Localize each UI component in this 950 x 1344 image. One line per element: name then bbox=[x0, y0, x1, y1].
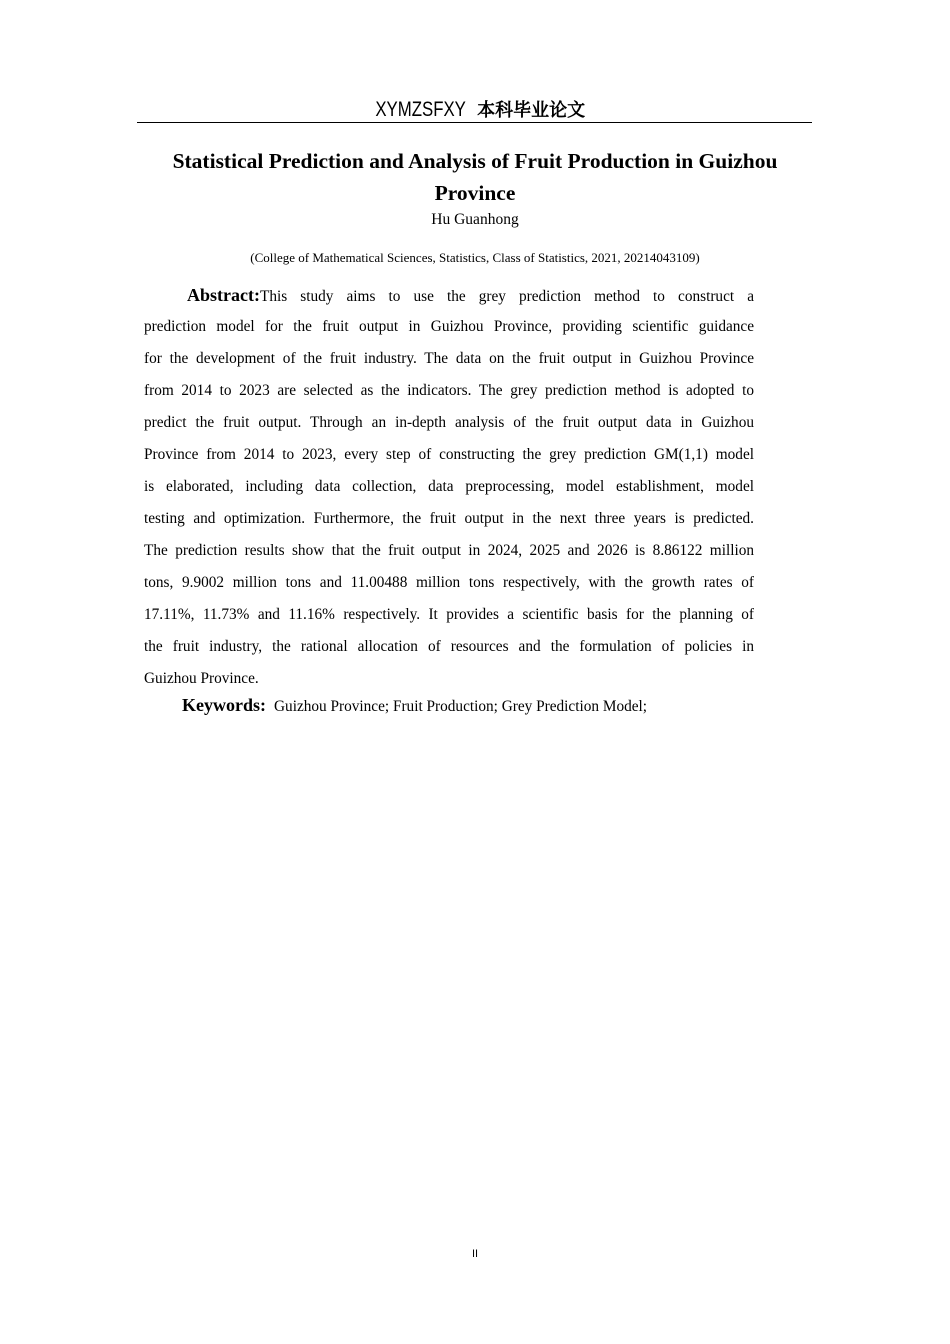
title-line: Province bbox=[434, 181, 516, 205]
affiliation: (College of Mathematical Sciences, Statistics, Class of Statistics, 2021, 20214043109) bbox=[250, 250, 700, 265]
abstract bbox=[144, 281, 754, 697]
header-rule bbox=[137, 122, 812, 123]
header-latin: XYMZSFXY bbox=[375, 98, 466, 121]
abstract-line: predict the fruit output. Through an in-depth analysis of the fruit output data in Guizhou bbox=[144, 414, 754, 431]
keywords-text: Guizhou Province; Fruit Production; Grey Prediction Model; bbox=[274, 698, 648, 715]
header-chinese: 本科毕业论文 bbox=[477, 100, 586, 121]
title-line: Statistical Prediction and Analysis of Fruit Production in Guizhou bbox=[172, 149, 778, 173]
abstract-line: from 2014 to 2023 are selected as the indicators. The grey prediction method is adopted to bbox=[144, 382, 754, 399]
abstract-line: tons, 9.9002 million tons and 11.00488 million tons respectively, with the growth rates of bbox=[144, 574, 754, 591]
page-number: II bbox=[471, 1248, 479, 1260]
keywords-label: Keywords: bbox=[182, 695, 266, 715]
abstract-line: prediction model for the fruit output in Guizhou Province, providing scientific guidance bbox=[144, 318, 754, 335]
abstract-line: for the development of the fruit industry. The data on the fruit output in Guizhou Province bbox=[144, 350, 754, 367]
keywords bbox=[182, 695, 647, 716]
abstract-line: 17.11%, 11.73% and 11.16% respectively. It provides a scientific basis for the planning of bbox=[144, 606, 754, 623]
abstract-label: Abstract: bbox=[187, 285, 260, 305]
abstract-line: the fruit industry, the rational allocation of resources and the formulation of policies in bbox=[144, 638, 754, 655]
abstract-line bbox=[144, 281, 754, 313]
running-header bbox=[137, 95, 812, 125]
abstract-line: Province from 2014 to 2023, every step of constructing the grey prediction GM(1,1) model bbox=[144, 446, 754, 463]
abstract-text: This study aims to use the grey prediction method to construct a bbox=[259, 288, 754, 305]
abstract-line: testing and optimization. Furthermore, the fruit output in the next three years is predicted. bbox=[144, 510, 754, 527]
abstract-line: The prediction results show that the fruit output in 2024, 2025 and 2026 is 8.86122 million bbox=[144, 542, 754, 559]
paper-title bbox=[140, 145, 810, 209]
abstract-line: is elaborated, including data collection, data preprocessing, model establishment, model bbox=[144, 478, 754, 495]
author: Hu Guanhong bbox=[431, 211, 519, 228]
abstract-line: Guizhou Province. bbox=[144, 670, 259, 687]
